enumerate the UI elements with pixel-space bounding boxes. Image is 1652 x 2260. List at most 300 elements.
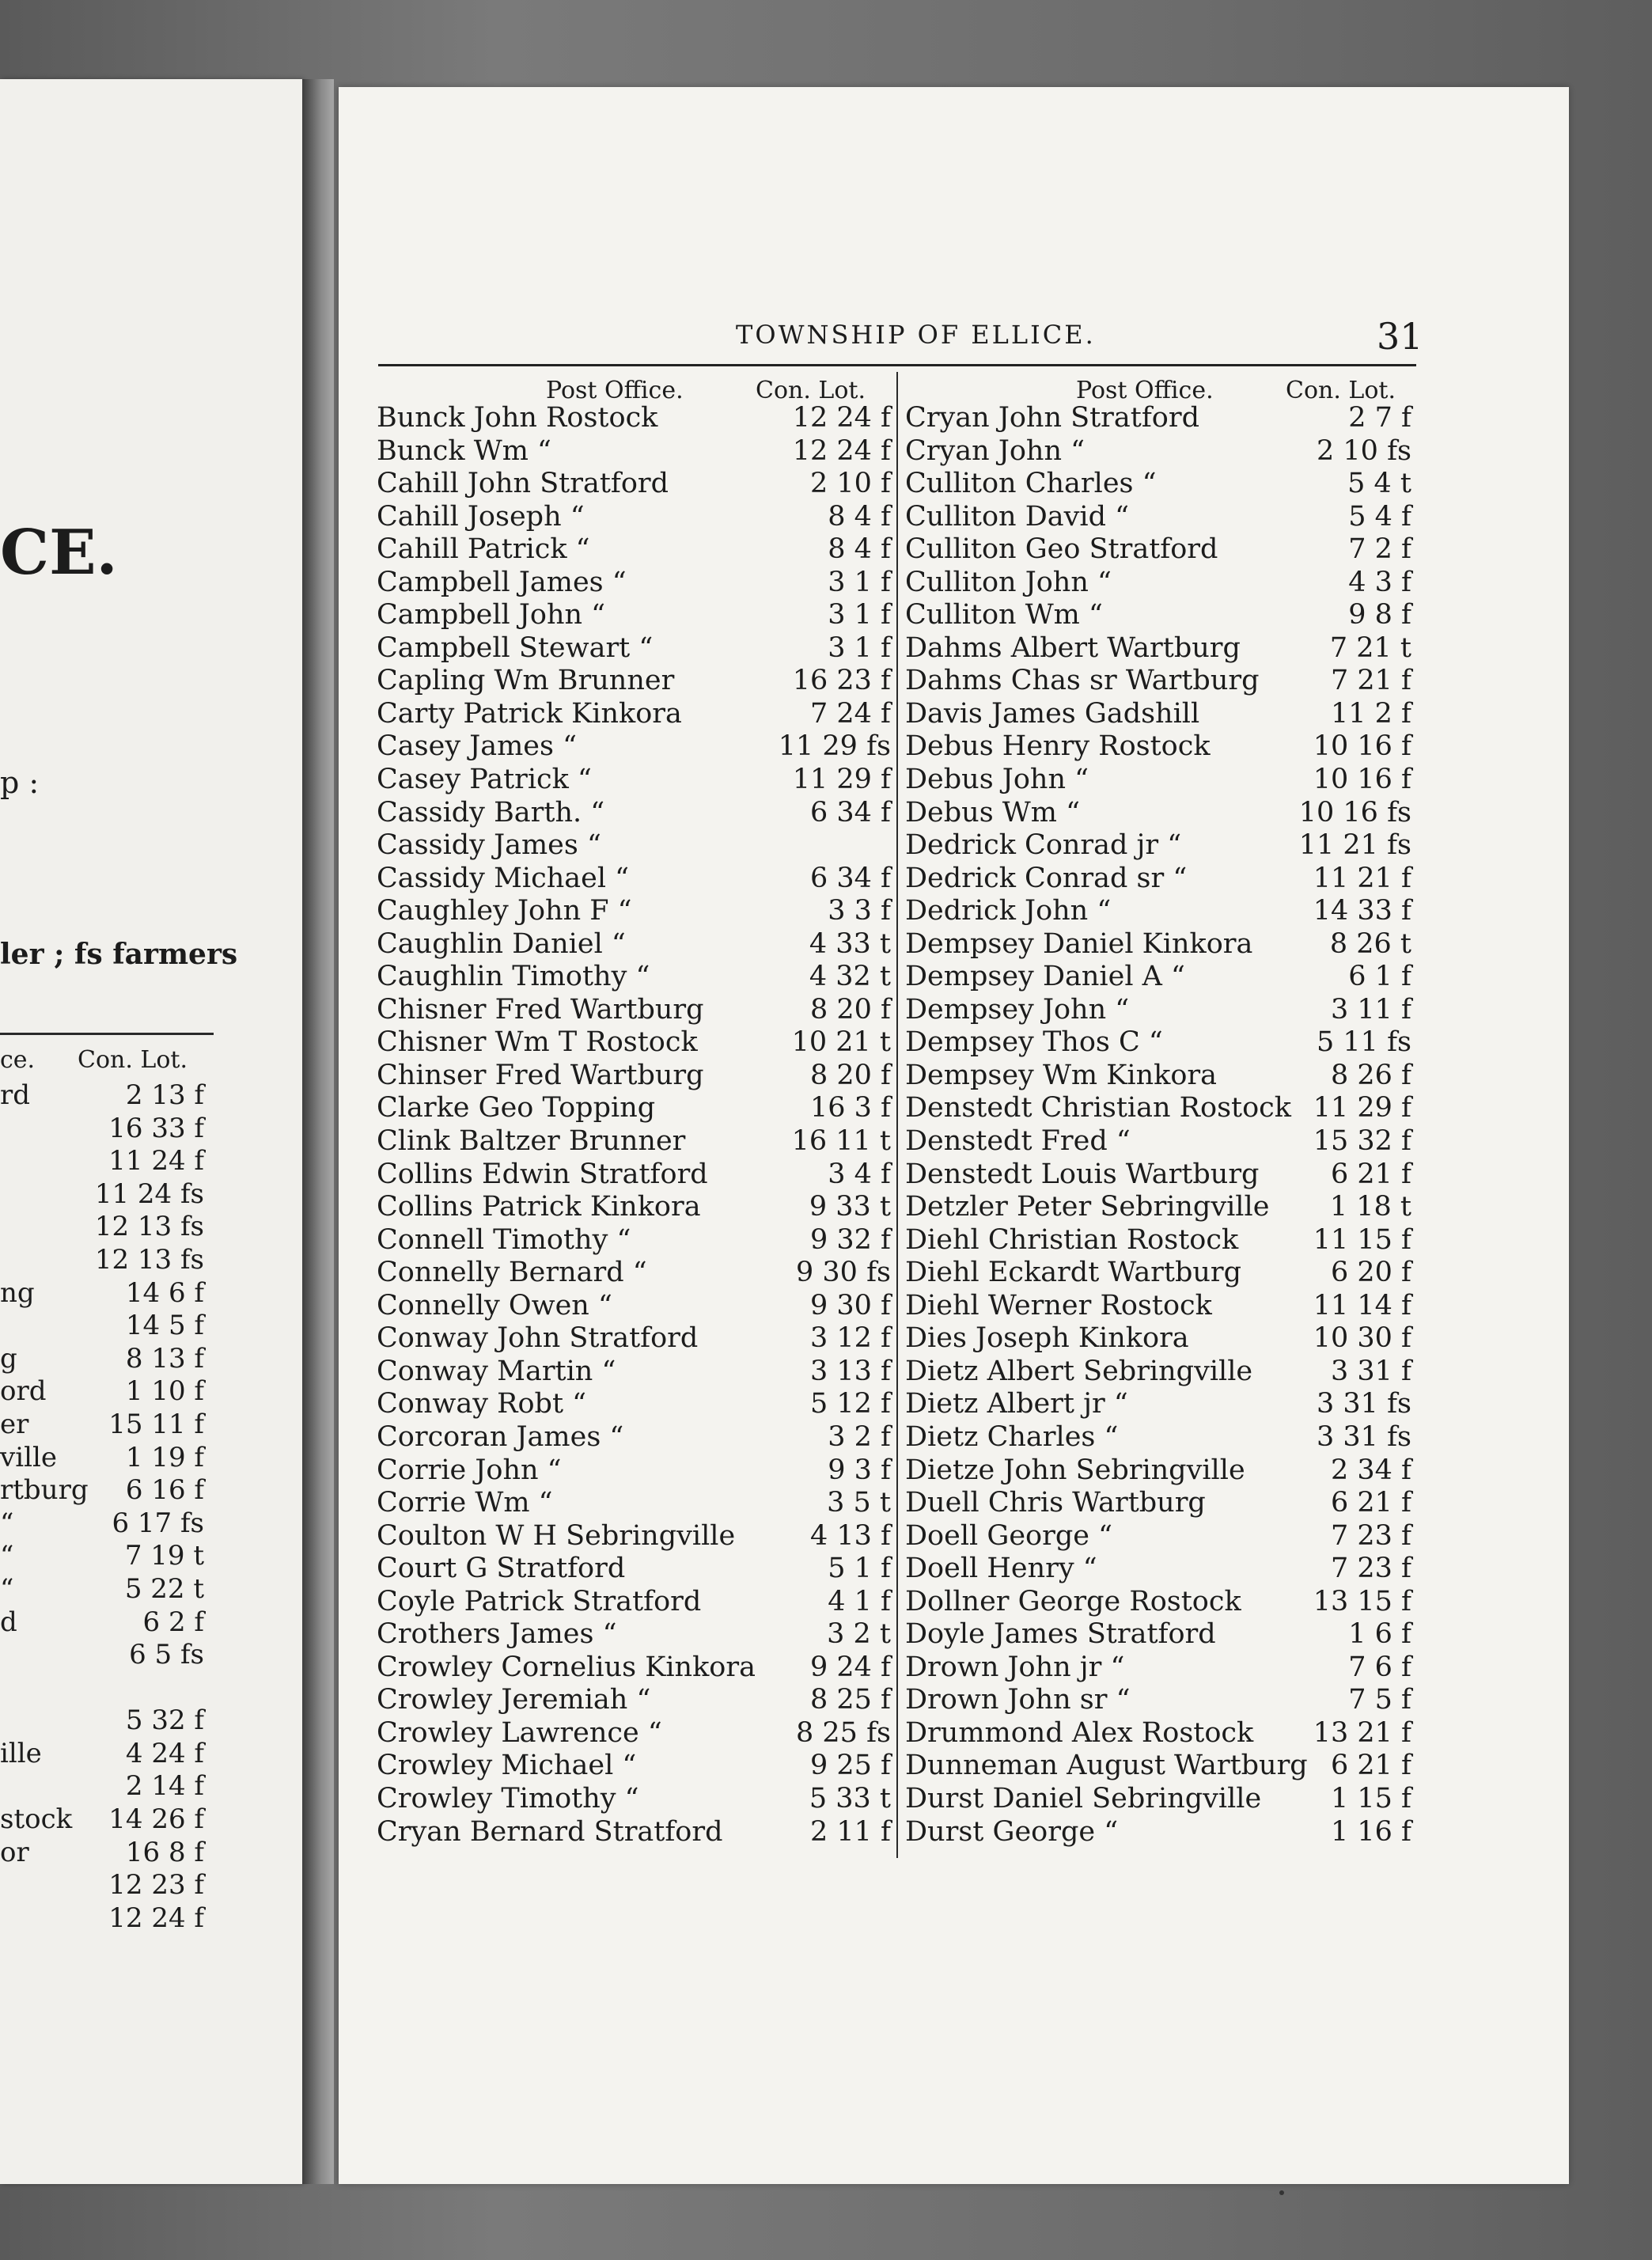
directory-entry	[377, 1551, 891, 1584]
entry-con-lot: 3 1 f	[828, 566, 891, 598]
entry-name: Culliton Wm “	[905, 599, 1103, 631]
entry-con-lot: 2 10 f	[809, 468, 891, 500]
directory-entry	[377, 565, 891, 598]
entry-name: or	[0, 1836, 29, 1868]
fragment-header-con-lot: Con. Lot.	[78, 1046, 188, 1074]
entry-name: Cassidy Barth. “	[377, 796, 605, 829]
directory-entry	[905, 499, 1411, 533]
entry-con-lot: 4 32 t	[809, 961, 891, 993]
entry-name: Doell Henry “	[905, 1553, 1097, 1585]
entry-con-lot: 14 26 f	[108, 1803, 204, 1836]
directory-entry	[905, 729, 1411, 762]
directory-entry	[905, 696, 1411, 730]
entry-name: ville	[0, 1441, 57, 1473]
entry-con-lot: 12 24 f	[108, 1902, 204, 1934]
entry-name: Doell George “	[905, 1519, 1112, 1552]
entry-name: Coyle Patrick Stratford	[377, 1585, 702, 1617]
entry-con-lot: 3 5 t	[827, 1487, 891, 1519]
directory-entry	[905, 1584, 1411, 1617]
entry-con-lot: 8 20 f	[809, 993, 891, 1026]
directory-entry	[377, 1485, 891, 1519]
entry-name: Casey James “	[377, 730, 577, 763]
entry-name: Connelly Owen “	[377, 1289, 612, 1321]
entry-con-lot: 8 25 fs	[796, 1716, 891, 1749]
entry-con-lot: 11 29 f	[792, 764, 891, 796]
entry-name: Cryan John “	[905, 434, 1086, 467]
directory-entry	[377, 1617, 891, 1650]
entry-con-lot: 12 24 f	[792, 434, 891, 467]
entry-con-lot: 6 21 f	[1330, 1750, 1411, 1782]
entry-name: Dempsey John “	[905, 993, 1130, 1026]
directory-entry	[905, 1716, 1411, 1749]
entry-name: Caughlin Daniel “	[377, 927, 626, 960]
entry-con-lot: 16 11 t	[791, 1125, 891, 1158]
directory-entry	[905, 1650, 1411, 1683]
directory-entry	[905, 861, 1411, 894]
entry-name: Dempsey Daniel A “	[905, 961, 1185, 993]
entry-name: Cahill Joseph “	[377, 500, 585, 533]
directory-entry	[0, 1439, 302, 1472]
book-spine-shadow	[302, 79, 334, 2184]
entry-name: rd	[0, 1079, 31, 1111]
directory-entry	[0, 1471, 302, 1507]
entry-con-lot: 12 13 fs	[94, 1211, 204, 1243]
entry-name: Coulton W H Sebringville	[377, 1519, 736, 1552]
entry-name: Debus John “	[905, 764, 1089, 796]
entry-name: Dunneman August Wartburg	[905, 1750, 1308, 1782]
entry-con-lot: 8 26 t	[1329, 927, 1411, 960]
directory-entry	[905, 532, 1411, 565]
entry-name: Clink Baltzer Brunner	[377, 1125, 686, 1158]
entry-con-lot: 1 15 f	[1330, 1782, 1411, 1814]
entry-name: Cahill John Stratford	[377, 468, 669, 500]
entry-name: Crothers James “	[377, 1618, 617, 1651]
directory-entry	[377, 762, 891, 795]
right-directory-column	[905, 400, 1411, 1847]
entry-con-lot: 8 4 f	[828, 533, 891, 566]
entry-name: Cryan Bernard Stratford	[377, 1815, 723, 1848]
fragment-rule	[0, 1033, 214, 1035]
directory-entry	[377, 1189, 891, 1223]
entry-name: Court G Stratford	[377, 1553, 626, 1585]
directory-entry	[0, 1537, 302, 1570]
directory-entry	[0, 1306, 302, 1340]
entry-name: Debus Wm “	[905, 796, 1080, 829]
entry-con-lot: 13 21 f	[1313, 1716, 1411, 1749]
entry-con-lot: 8 25 f	[809, 1684, 891, 1716]
entry-con-lot: 6 21 f	[1330, 1158, 1411, 1190]
entry-con-lot: 6 34 f	[809, 862, 891, 894]
entry-con-lot: 7 2 f	[1348, 533, 1411, 566]
entry-con-lot: 14 33 f	[1313, 895, 1411, 927]
directory-entry	[0, 1701, 302, 1735]
entry-name: Dempsey Wm Kinkora	[905, 1059, 1217, 1091]
speck	[1279, 2190, 1284, 2195]
entry-name: Denstedt Christian Rostock	[905, 1092, 1291, 1124]
entry-name: Dietze John Sebringville	[905, 1454, 1245, 1486]
fragment-legend-line: ler ; fs farmers	[0, 938, 238, 971]
entry-con-lot: 16 33 f	[108, 1112, 204, 1144]
directory-entry	[377, 1781, 891, 1814]
entry-con-lot: 12 24 f	[792, 402, 891, 434]
entry-name: Connelly Bernard “	[377, 1257, 647, 1289]
entry-name: Chisner Fred Wartburg	[377, 993, 704, 1026]
entry-con-lot: 3 1 f	[828, 599, 891, 631]
entry-con-lot: 16 3 f	[809, 1092, 891, 1124]
entry-con-lot: 8 20 f	[809, 1059, 891, 1091]
directory-entry	[905, 959, 1411, 992]
directory-entry	[377, 861, 891, 894]
directory-entry	[905, 1058, 1411, 1091]
directory-entry	[377, 1650, 891, 1683]
entry-con-lot: 11 2 f	[1330, 697, 1411, 730]
entry-con-lot: 3 31 f	[1330, 1355, 1411, 1387]
directory-entry	[905, 893, 1411, 927]
directory-entry	[377, 1453, 891, 1486]
directory-entry	[0, 1241, 302, 1274]
entry-con-lot: 8 26 f	[1330, 1059, 1411, 1091]
entry-name: Bunck Wm “	[377, 434, 551, 467]
entry-name: Culliton David “	[905, 500, 1130, 533]
directory-entry	[377, 532, 891, 565]
entry-con-lot: 7 21 t	[1329, 631, 1411, 664]
directory-entry	[905, 1551, 1411, 1584]
left-directory-column	[377, 400, 891, 1847]
entry-name: rtburg	[0, 1474, 89, 1507]
directory-entry	[377, 1255, 891, 1288]
directory-entry	[905, 1354, 1411, 1387]
directory-entry	[377, 1748, 891, 1781]
directory-entry	[377, 1321, 891, 1354]
directory-entry	[905, 795, 1411, 829]
directory-entry	[905, 400, 1411, 434]
entry-name: Davis James Gadshill	[905, 697, 1200, 730]
entry-con-lot: 5 12 f	[809, 1388, 891, 1420]
entry-name: Dietz Albert Sebringville	[905, 1355, 1253, 1387]
entry-name: Dietz Charles “	[905, 1420, 1119, 1453]
entry-con-lot: 5 1 f	[828, 1553, 891, 1585]
entry-name: Drown John sr “	[905, 1684, 1131, 1716]
entry-con-lot: 9 30 f	[809, 1289, 891, 1321]
entry-con-lot: 1 6 f	[1348, 1618, 1411, 1651]
entry-name: Cassidy Michael “	[377, 862, 630, 894]
entry-name: Dempsey Thos C “	[905, 1026, 1163, 1059]
directory-entry	[377, 1288, 891, 1321]
entry-con-lot: 12 23 f	[108, 1869, 204, 1902]
entry-con-lot: 6 5 fs	[129, 1639, 204, 1671]
directory-entry	[905, 1189, 1411, 1223]
entry-name: Connell Timothy “	[377, 1223, 631, 1256]
entry-con-lot: 4 1 f	[828, 1585, 891, 1617]
directory-entry	[377, 1519, 891, 1552]
entry-name: Dahms Albert Wartburg	[905, 631, 1241, 664]
directory-entry	[0, 1274, 302, 1307]
directory-entry	[377, 631, 891, 664]
directory-entry	[905, 597, 1411, 631]
directory-entry	[905, 1453, 1411, 1486]
directory-entry	[905, 927, 1411, 960]
entry-name: Collins Patrick Kinkora	[377, 1191, 701, 1223]
entry-con-lot: 11 21 f	[1313, 862, 1411, 894]
directory-entry	[377, 1716, 891, 1749]
directory-entry	[377, 729, 891, 762]
directory-entry	[377, 1025, 891, 1058]
entry-con-lot: 12 13 fs	[94, 1243, 204, 1276]
entry-con-lot: 11 14 f	[1313, 1289, 1411, 1321]
directory-entry	[905, 1157, 1411, 1190]
directory-entry	[0, 1570, 302, 1603]
entry-name: Chinser Fred Wartburg	[377, 1059, 704, 1091]
entry-name: Doyle James Stratford	[905, 1618, 1216, 1651]
directory-entry	[905, 1420, 1411, 1453]
entry-name: Crowley Michael “	[377, 1750, 637, 1782]
directory-entry	[905, 1321, 1411, 1354]
entry-con-lot: 4 13 f	[809, 1519, 891, 1552]
directory-entry	[377, 597, 891, 631]
fragment-heading: CE.	[0, 517, 118, 589]
entry-name: Caughlin Timothy “	[377, 961, 650, 993]
entry-con-lot: 2 10 fs	[1317, 434, 1411, 467]
entry-name: Denstedt Fred “	[905, 1125, 1131, 1158]
entry-con-lot: 6 1 f	[1348, 961, 1411, 993]
directory-entry	[905, 1814, 1411, 1848]
entry-con-lot: 9 33 t	[809, 1191, 891, 1223]
directory-entry	[905, 1748, 1411, 1781]
entry-name: Diehl Christian Rostock	[905, 1223, 1239, 1256]
entry-con-lot: 11 29 f	[1313, 1092, 1411, 1124]
entry-name: Drummond Alex Rostock	[905, 1716, 1254, 1749]
directory-entry	[905, 466, 1411, 499]
entry-name: Campbell John “	[377, 599, 606, 631]
directory-entry	[377, 828, 891, 861]
directory-entry	[905, 1386, 1411, 1420]
entry-con-lot: 3 31 fs	[1317, 1388, 1411, 1420]
directory-entry	[377, 1584, 891, 1617]
entry-con-lot: 16 8 f	[125, 1836, 204, 1868]
entry-con-lot: 8 4 f	[828, 500, 891, 533]
entry-con-lot: 2 34 f	[1330, 1454, 1411, 1486]
directory-entry	[905, 762, 1411, 795]
directory-entry	[377, 795, 891, 829]
entry-con-lot: 5 32 f	[125, 1704, 204, 1737]
entry-con-lot: 3 2 t	[827, 1618, 891, 1651]
directory-entry	[377, 466, 891, 499]
directory-entry	[377, 1223, 891, 1256]
directory-entry	[0, 1866, 302, 1902]
entry-name: Dies Joseph Kinkora	[905, 1322, 1189, 1355]
directory-entry	[905, 1485, 1411, 1519]
entry-con-lot: 9 32 f	[809, 1223, 891, 1256]
entry-name: Corrie John “	[377, 1454, 562, 1486]
entry-con-lot: 7 6 f	[1348, 1651, 1411, 1683]
directory-entry	[905, 1025, 1411, 1058]
previous-page-fragment	[0, 79, 302, 2184]
directory-entry	[905, 1781, 1411, 1814]
right-header-post-office: Post Office.	[1076, 377, 1214, 404]
entry-name: Crowley Lawrence “	[377, 1716, 662, 1749]
entry-con-lot: 10 21 t	[791, 1026, 891, 1059]
entry-name: Collins Edwin Stratford	[377, 1158, 708, 1190]
entry-con-lot: 6 16 f	[125, 1474, 204, 1507]
entry-con-lot: 14 6 f	[125, 1276, 204, 1309]
entry-name: Carty Patrick Kinkora	[377, 697, 682, 730]
entry-con-lot: 6 2 f	[142, 1606, 204, 1638]
entry-name: Durst Daniel Sebringville	[905, 1782, 1262, 1814]
directory-entry	[377, 400, 891, 434]
directory-entry	[377, 434, 891, 467]
entry-name: Drown John jr “	[905, 1651, 1125, 1683]
entry-name: Duell Chris Wartburg	[905, 1487, 1206, 1519]
entry-con-lot: 3 12 f	[809, 1322, 891, 1355]
left-header-post-office: Post Office.	[546, 377, 684, 404]
entry-name: “	[0, 1572, 14, 1605]
entry-con-lot: 9 3 f	[828, 1454, 891, 1486]
entry-con-lot: 8 13 f	[125, 1342, 204, 1375]
directory-entry	[0, 1669, 302, 1702]
entry-con-lot: 5 33 t	[809, 1782, 891, 1814]
directory-entry	[0, 1109, 302, 1143]
entry-name: Culliton Geo Stratford	[905, 533, 1218, 566]
directory-entry	[377, 1386, 891, 1420]
directory-entry	[377, 959, 891, 992]
directory-entry	[0, 1175, 302, 1208]
entry-name: Conway Robt “	[377, 1388, 587, 1420]
entry-name: “	[0, 1540, 14, 1572]
entry-con-lot: 1 19 f	[125, 1441, 204, 1473]
entry-con-lot: 2 7 f	[1348, 402, 1411, 434]
entry-con-lot: 7 19 t	[124, 1540, 204, 1572]
entry-con-lot: 9 24 f	[809, 1651, 891, 1683]
entry-con-lot: 3 13 f	[809, 1355, 891, 1387]
directory-entry	[0, 1833, 302, 1867]
directory-entry	[377, 1090, 891, 1124]
directory-entry	[377, 1124, 891, 1157]
directory-entry	[905, 631, 1411, 664]
entry-con-lot: 10 30 f	[1313, 1322, 1411, 1355]
directory-entry	[905, 663, 1411, 696]
entry-name: Durst George “	[905, 1815, 1119, 1848]
directory-entry	[377, 1420, 891, 1453]
entry-name: Debus Henry Rostock	[905, 730, 1211, 763]
entry-con-lot: 15 32 f	[1313, 1125, 1411, 1158]
directory-entry	[377, 499, 891, 533]
directory-entry	[0, 1735, 302, 1768]
directory-entry	[905, 1255, 1411, 1288]
directory-entry	[905, 828, 1411, 861]
entry-name: Dahms Chas sr Wartburg	[905, 665, 1260, 697]
entry-con-lot: 14 5 f	[125, 1310, 204, 1342]
directory-entry	[905, 1617, 1411, 1650]
entry-name: Capling Wm Brunner	[377, 665, 675, 697]
entry-name: Campbell Stewart “	[377, 631, 654, 664]
entry-name: Denstedt Louis Wartburg	[905, 1158, 1260, 1190]
directory-entry	[377, 1058, 891, 1091]
entry-con-lot: 10 16 f	[1313, 764, 1411, 796]
entry-name: Corcoran James “	[377, 1420, 624, 1453]
directory-entry	[377, 663, 891, 696]
entry-con-lot: 15 11 f	[108, 1408, 204, 1440]
entry-name: Dollner George Rostock	[905, 1585, 1241, 1617]
directory-entry	[905, 1519, 1411, 1552]
entry-name: d	[0, 1606, 17, 1638]
directory-entry	[377, 1682, 891, 1716]
directory-entry	[0, 1767, 302, 1803]
entry-name: Chisner Wm T Rostock	[377, 1026, 698, 1059]
entry-con-lot: 10 16 fs	[1298, 796, 1411, 829]
entry-con-lot: 3 1 f	[828, 631, 891, 664]
fragment-rows	[0, 1076, 302, 1932]
entry-con-lot: 5 4 t	[1347, 468, 1411, 500]
entry-name: Dedrick John “	[905, 895, 1112, 927]
entry-con-lot: 7 23 f	[1330, 1519, 1411, 1552]
entry-con-lot: 10 16 f	[1313, 730, 1411, 763]
entry-con-lot: 4 24 f	[125, 1737, 204, 1769]
entry-name: Diehl Eckardt Wartburg	[905, 1257, 1242, 1289]
entry-name: Casey Patrick “	[377, 764, 592, 796]
directory-entry	[0, 1372, 302, 1408]
directory-entry	[0, 1800, 302, 1836]
directory-entry	[377, 696, 891, 730]
directory-entry	[905, 434, 1411, 467]
entry-con-lot: 5 4 f	[1348, 500, 1411, 533]
directory-entry	[377, 1354, 891, 1387]
entry-name: stock	[0, 1803, 73, 1836]
entry-con-lot: 1 18 t	[1329, 1191, 1411, 1223]
entry-con-lot: 11 24 fs	[94, 1177, 204, 1210]
entry-name: Dedrick Conrad jr “	[905, 829, 1182, 862]
fragment-header-post-office: ce.	[0, 1046, 36, 1074]
entry-con-lot: 7 23 f	[1330, 1553, 1411, 1585]
entry-con-lot: 6 20 f	[1330, 1257, 1411, 1289]
entry-con-lot: 4 3 f	[1348, 566, 1411, 598]
entry-name: ng	[0, 1276, 35, 1309]
directory-entry	[0, 1899, 302, 1932]
entry-name: Cassidy James “	[377, 829, 601, 862]
entry-con-lot: 7 5 f	[1348, 1684, 1411, 1716]
entry-con-lot: 2 11 f	[809, 1815, 891, 1848]
entry-name: Detzler Peter Sebringville	[905, 1191, 1270, 1223]
entry-name: Bunck John Rostock	[377, 402, 658, 434]
entry-con-lot: 6 34 f	[809, 796, 891, 829]
entry-name: Caughley John F “	[377, 895, 632, 927]
entry-name: Campbell James “	[377, 566, 627, 598]
entry-con-lot: 16 23 f	[792, 665, 891, 697]
entry-name: “	[0, 1507, 14, 1539]
directory-entry	[905, 1223, 1411, 1256]
entry-name: Corrie Wm “	[377, 1487, 553, 1519]
directory-entry	[377, 1814, 891, 1848]
entry-con-lot: 3 3 f	[828, 895, 891, 927]
entry-name: Culliton Charles “	[905, 468, 1157, 500]
entry-con-lot: 3 11 f	[1330, 993, 1411, 1026]
entry-con-lot: 3 4 f	[828, 1158, 891, 1190]
entry-con-lot: 11 15 f	[1313, 1223, 1411, 1256]
entry-con-lot: 11 24 f	[108, 1145, 204, 1177]
directory-entry	[377, 1157, 891, 1190]
entry-con-lot: 9 30 fs	[796, 1257, 891, 1289]
entry-con-lot: 1 16 f	[1330, 1815, 1411, 1848]
directory-entry	[377, 927, 891, 960]
entry-name: Cahill Patrick “	[377, 533, 590, 566]
directory-entry	[905, 1124, 1411, 1157]
directory-entry	[377, 992, 891, 1026]
directory-entry	[905, 1090, 1411, 1124]
entry-con-lot: 7 21 f	[1330, 665, 1411, 697]
entry-name: Conway Martin “	[377, 1355, 616, 1387]
entry-con-lot: 9 8 f	[1348, 599, 1411, 631]
entry-con-lot: 11 21 fs	[1298, 829, 1411, 862]
entry-con-lot: 2 13 f	[125, 1079, 204, 1111]
